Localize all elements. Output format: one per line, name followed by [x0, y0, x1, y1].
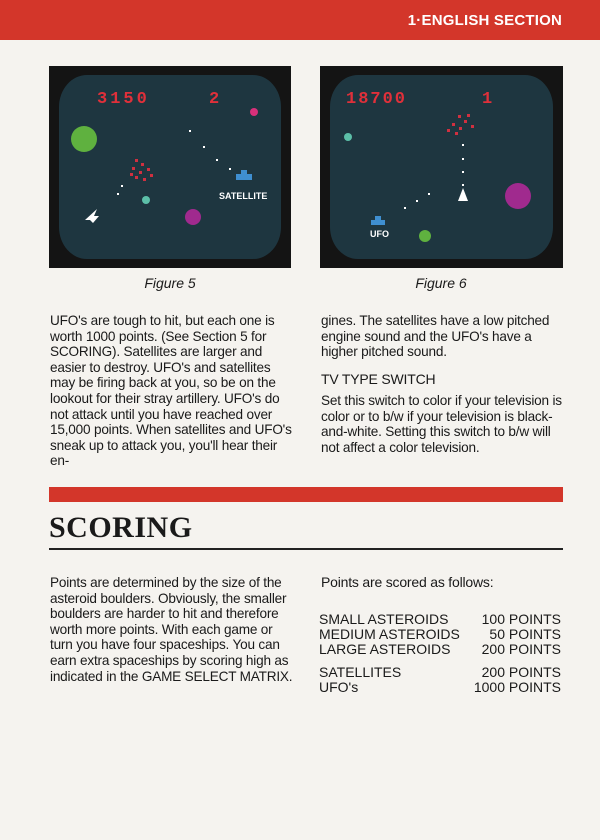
score-item: LARGE ASTEROIDS — [319, 641, 451, 657]
small-asteroid — [250, 108, 258, 116]
ufo-label: UFO — [370, 229, 389, 239]
score-row — [319, 665, 561, 680]
player-ship — [85, 209, 99, 223]
satellite-label: SATELLITE — [219, 191, 268, 201]
score-item: SATELLITES — [319, 664, 402, 680]
score-row — [319, 680, 561, 695]
debris-cluster — [447, 114, 474, 135]
engine-sound-paragraph: gines. The satellites have a low pitched engine sound and the UFO's have a higher pitched sound. — [321, 313, 550, 360]
score-points: 50 POINTS — [489, 626, 561, 642]
shots — [117, 130, 231, 195]
score-item: MEDIUM ASTEROIDS — [319, 626, 460, 642]
small-asteroid — [142, 196, 150, 204]
debris-cluster — [130, 159, 153, 181]
score-points: 200 POINTS — [481, 641, 561, 657]
medium-asteroid — [419, 230, 431, 242]
asteroid-points-table — [319, 612, 561, 657]
lives-readout: 1 — [482, 90, 493, 109]
enemy-points-table — [319, 665, 561, 695]
score-readout: 3150 — [97, 90, 150, 109]
figure-5-caption: Figure 5 — [144, 275, 196, 291]
large-asteroid — [71, 126, 97, 152]
score-points: 100 POINTS — [481, 611, 561, 627]
section-label: 1·ENGLISH SECTION — [407, 12, 562, 29]
figure-6-screenshot — [320, 66, 563, 268]
satellite — [236, 174, 252, 180]
figure-6-caption: Figure 6 — [415, 275, 467, 291]
score-row — [319, 642, 561, 657]
player-ship — [458, 188, 468, 201]
scoring-heading: SCORING — [49, 511, 193, 544]
score-readout: 18700 — [346, 90, 408, 109]
figure-5-screenshot — [49, 66, 291, 268]
points-intro: Points are scored as follows: — [321, 574, 494, 590]
game-screen — [330, 75, 553, 259]
score-points: 200 POINTS — [481, 664, 561, 680]
score-row — [319, 627, 561, 642]
lives-readout: 2 — [209, 90, 220, 109]
large-asteroid — [505, 183, 531, 209]
score-row — [319, 612, 561, 627]
ufo — [371, 220, 385, 225]
score-points: 1000 POINTS — [473, 679, 561, 695]
game-screen — [59, 75, 281, 259]
score-item: SMALL ASTEROIDS — [319, 611, 449, 627]
heading-rule — [49, 548, 563, 550]
tv-switch-heading: TV TYPE SWITCH — [321, 371, 436, 387]
score-item: UFO's — [319, 679, 359, 695]
asteroids-scene — [59, 75, 281, 259]
header-bar — [0, 0, 600, 40]
small-asteroid — [344, 133, 352, 141]
section-divider-band — [49, 487, 563, 502]
shots — [404, 144, 464, 209]
tv-switch-paragraph: Set this switch to color if your television is color or to b/w if your television is black-and-white. Setting this switch to b/w will not affect a color television. — [321, 393, 562, 455]
medium-asteroid — [185, 209, 201, 225]
scoring-paragraph: Points are determined by the size of the asteroid boulders. Obviously, the smaller boulders are harder to hit and therefore worth more points. With each game or turn you have four spaceships. You can earn extra spaceships by scoring high as indicated in the GAME SELECT MATRIX. — [50, 575, 293, 684]
asteroids-scene — [330, 75, 553, 259]
ufo-paragraph: UFO's are tough to hit, but each one is worth 1000 points. (See Section 5 for SCORING). Satellites are larger and easier to destroy. UFO's and satellites may be firing back at you, so be on the lookout for their stray artillery. UFO's do not attack until you have reached over 15,000 points. When satellites and UFO's sneak up to attack you, you'll hear their en- — [50, 313, 292, 469]
